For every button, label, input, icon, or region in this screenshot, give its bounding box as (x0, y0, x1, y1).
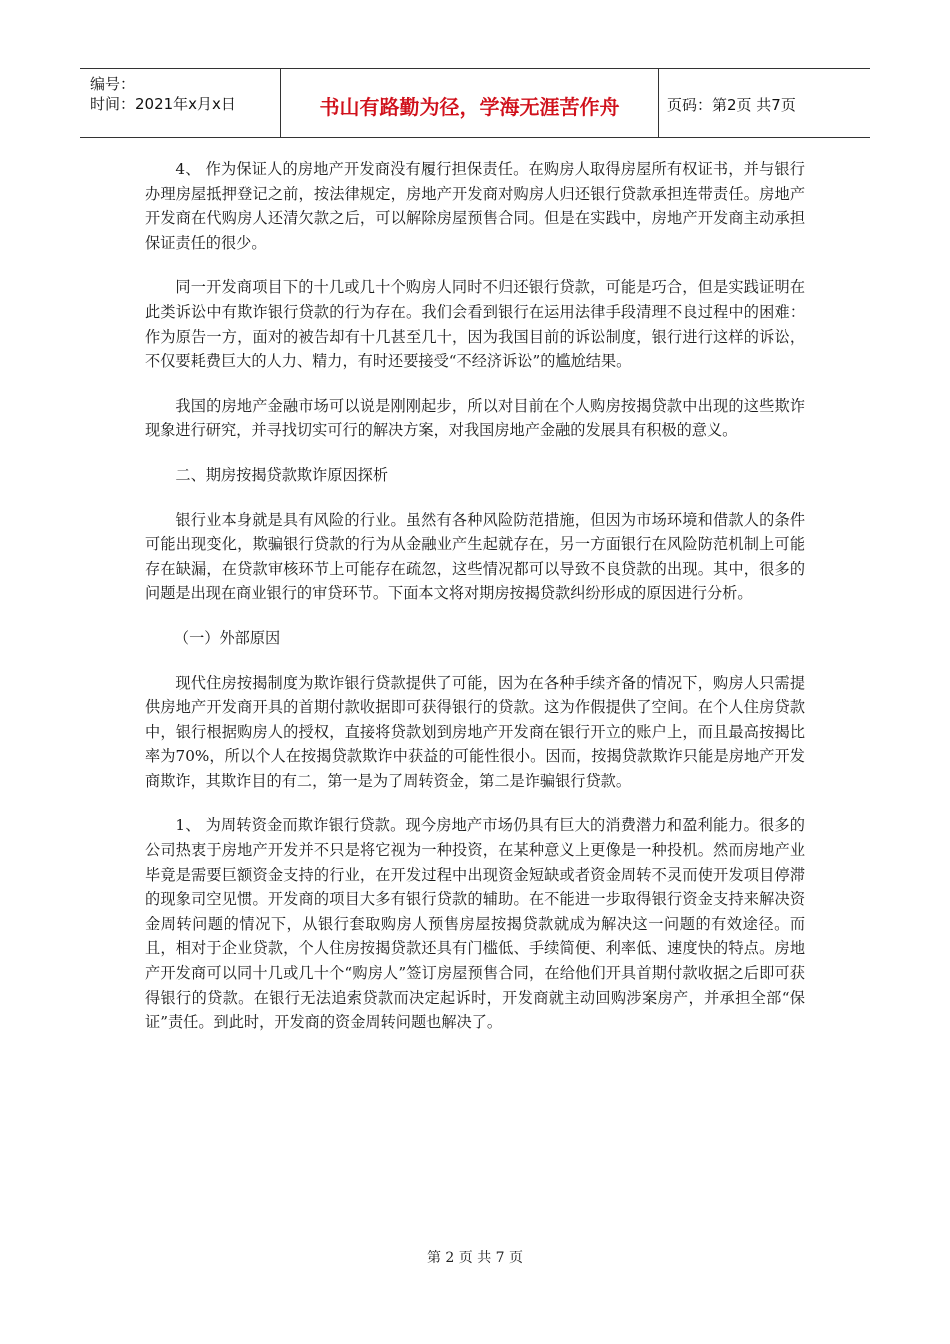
header-meta-cell (80, 69, 281, 137)
sub-paragraph-1: 现代住房按揭制度为欺诈银行贷款提供了可能，因为在各种手续齐备的情况下，购房人只需提供房地产开发商开具的首期付款收据即可获得银行的贷款。这为作假提供了空间。在个人住房贷款中，银行根据购房人的授权，直接将贷款划到房地产开发商在银行开立的账户上，而且最高按揭比率为70%，所以个人在按揭贷款欺诈中获益的可能性很小。因而，按揭贷款欺诈只能是房地产开发商欺诈，其欺诈目的有二，第一是为了周转资金，第二是诈骗银行贷款。 (145, 673, 805, 790)
page-code: 页码：第2页 共7页 (667, 96, 796, 114)
section-heading: 二、期房按揭贷款欺诈原因探析 (175, 465, 389, 484)
header-page-cell (659, 69, 870, 137)
section-paragraph: 银行业本身就是具有风险的行业。虽然有各种风险防范措施，但因为市场环境和借款人的条件可能出现变化，欺骗银行贷款的行为从金融业产生起就存在，另一方面银行在风险防范机制上可能存在缺漏，在贷款审核环节上可能存在疏忽，这些情况都可以导致不良贷款的出现。其中，很多的问题是出现在商业银行的审贷环节。下面本文将对期房按揭贷款纠纷形成的原因进行分析。 (145, 510, 805, 603)
document-header (80, 68, 870, 138)
page-footer: 第 2 页 共 7 页 (426, 1250, 524, 1266)
document-body (145, 157, 805, 1055)
number-label: 编号： (90, 75, 136, 93)
time-label: 时间：2021年x月x日 (90, 95, 236, 113)
motto: 书山有路勤为径，学海无涯苦作舟 (319, 95, 620, 119)
paragraph-2: 同一开发商项目下的十几或几十个购房人同时不归还银行贷款，可能是巧合，但是实践证明在此类诉讼中有欺诈银行贷款的行为存在。我们会看到银行在运用法律手段清理不良过程中的困难：作为原告一方，面对的被告却有十几甚至几十，因为我国目前的诉讼制度，银行进行这样的诉讼，不仅要耗费巨大的人力、精力，有时还要接受“不经济诉讼”的尴尬结果。 (145, 278, 805, 371)
sub-paragraph-2: 1、 为周转资金而欺诈银行贷款。现今房地产市场仍具有巨大的消费潜力和盈利能力。很多的公司热衷于房地产开发并不只是将它视为一种投资，在某种意义上更像是一种投机。然而房地产业毕竟是需要巨额资金支持的行业，在开发过程中出现资金短缺或者资金周转不灵而使开发项目停滞的现象司空见惯。开发商的项目大多有银行贷款的辅助。在不能进一步取得银行资金支持来解决资金周转问题的情况下，从银行套取购房人预售房屋按揭贷款就成为解决这一问题的有效途径。而且，相对于企业贷款，个人住房按揭贷款还具有门槛低、手续简便、利率低、速度快的特点。房地产开发商可以同十几或几十个“购房人”签订房屋预售合同，在给他们开具首期付款收据之后即可获得银行的贷款。在银行无法追索贷款而决定起诉时，开发商就主动回购涉案房产，并承担全部“保证”责任。到此时，开发商的资金周转问题也解决了。 (145, 816, 805, 1032)
sub-heading: （一）外部原因 (173, 628, 281, 647)
paragraph-3: 我国的房地产金融市场可以说是刚刚起步，所以对目前在个人购房按揭贷款中出现的这些欺诈现象进行研究，并寻找切实可行的解决方案，对我国房地产金融的发展具有积极的意义。 (145, 396, 805, 440)
paragraph-1: 4、 作为保证人的房地产开发商没有履行担保责任。在购房人取得房屋所有权证书，并与银行办理房屋抵押登记之前，按法律规定，房地产开发商对购房人归还银行贷款承担连带责任。房地产开发商在代购房人还清欠款之后，可以解除房屋预售合同。但是在实践中，房地产开发商主动承担保证责任的很少。 (145, 160, 805, 252)
header-motto-cell (281, 69, 659, 137)
